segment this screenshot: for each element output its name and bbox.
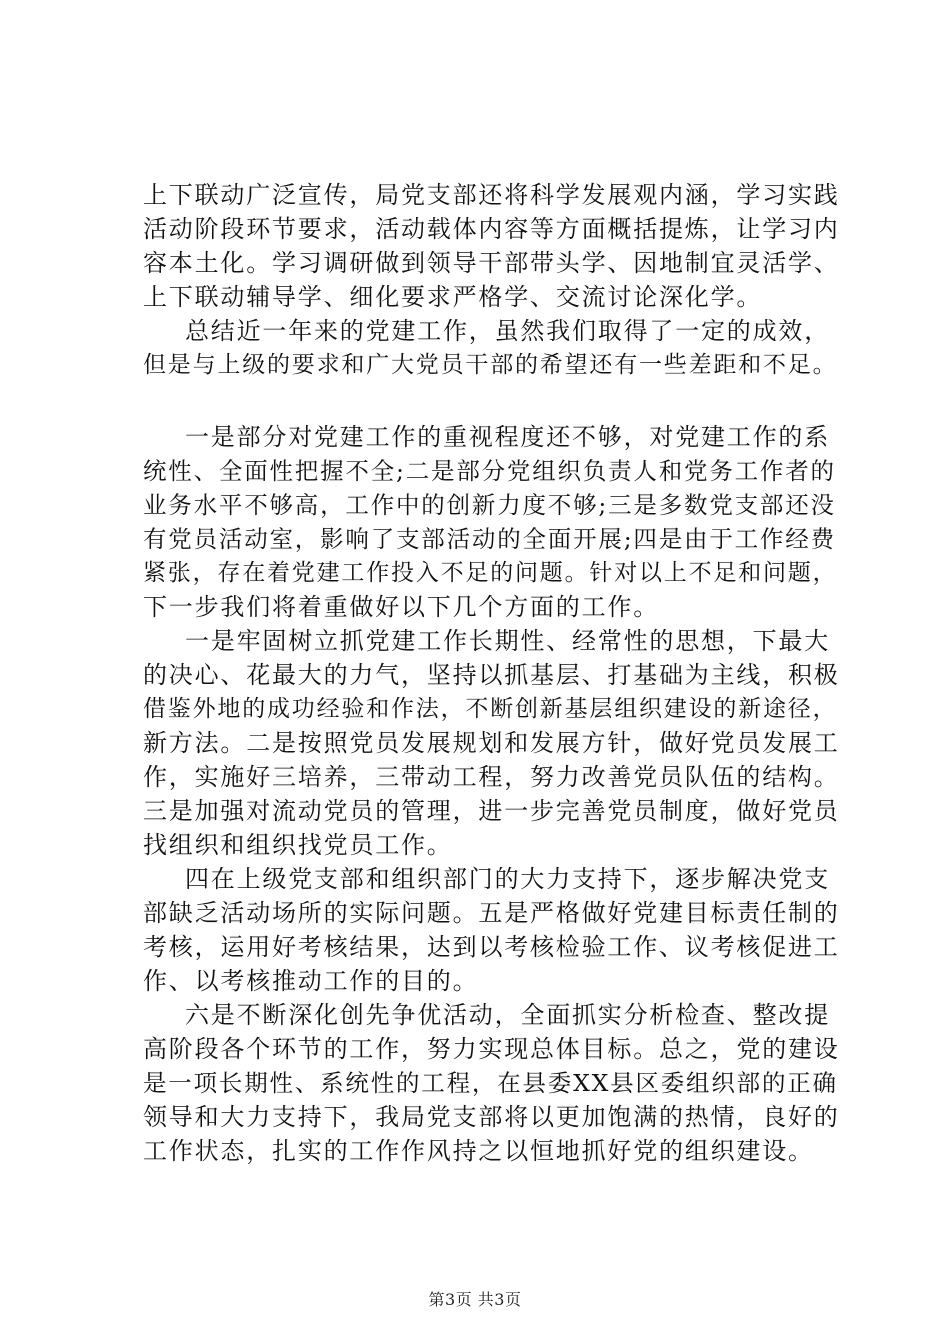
text-line: 活动阶段环节要求，活动载体内容等方面概括提炼，让学习内 xyxy=(143,215,840,243)
text-line: 一是牢固树立抓党建工作长期性、经常性的思想，下最大 xyxy=(185,627,830,655)
text-line: 上下联动辅导学、细化要求严格学、交流讨论深化学。 xyxy=(143,283,763,311)
text-line: 容本土化。学习调研做到领导干部带头学、因地制宜灵活学、 xyxy=(143,249,840,277)
text-line: 有党员活动室，影响了支部活动的全面开展;四是由于工作经费 xyxy=(143,525,836,553)
text-line: 总结近一年来的党建工作，虽然我们取得了一定的成效， xyxy=(185,317,830,345)
text-line: 紧张，存在着党建工作投入不足的问题。针对以上不足和问题， xyxy=(143,560,838,586)
text-line: 找组织和组织找党员工作。 xyxy=(143,831,453,859)
text-line: 统性、全面性把握不全;二是部分党组织负责人和党务工作者的 xyxy=(143,457,836,485)
text-line: 业务水平不够高，工作中的创新力度不够;三是多数党支部还没 xyxy=(143,491,836,519)
text-line: 六是不断深化创先争优活动，全面抓实分析检查、整改提 xyxy=(185,1001,830,1029)
text-line: 部缺乏活动场所的实际问题。五是严格做好党建目标责任制的 xyxy=(143,899,840,927)
text-line: 下一步我们将着重做好以下几个方面的工作。 xyxy=(143,593,659,621)
text-line: 一是部分对党建工作的重视程度还不够，对党建工作的系 xyxy=(185,423,830,451)
text-line: 考核，运用好考核结果，达到以考核检验工作、议考核促进工 xyxy=(143,933,840,961)
text-line: 领导和大力支持下，我局党支部将以更加饱满的热情，良好的 xyxy=(143,1103,840,1131)
text-line: 新方法。二是按照党员发展规划和发展方针，做好党员发展工 xyxy=(143,729,840,757)
text-line: 作，实施好三培养，三带动工程，努力改善党员队伍的结构。 xyxy=(143,763,840,791)
text-line: 是一项长期性、系统性的工程，在县委XX县区委组织部的正确 xyxy=(143,1069,838,1097)
page-number-footer: 第3页 共3页 xyxy=(428,1290,522,1309)
text-line: 借鉴外地的成功经验和作法，不断创新基层组织建设的新途径， xyxy=(143,696,838,722)
text-line: 四在上级党支部和组织部门的大力支持下，逐步解决党支 xyxy=(185,865,830,893)
text-line: 三是加强对流动党员的管理，进一步完善党员制度，做好党员 xyxy=(143,797,840,825)
text-line: 的决心、花最大的力气，坚持以抓基层、打基础为主线，积极 xyxy=(143,661,840,689)
text-line: 上下联动广泛宣传，局党支部还将科学发展观内涵，学习实践 xyxy=(143,181,840,209)
text-line: 高阶段各个环节的工作，努力实现总体目标。总之，党的建设 xyxy=(143,1035,840,1063)
text-line: 工作状态，扎实的工作作风持之以恒地抓好党的组织建设。 xyxy=(143,1137,814,1165)
text-line: 作、以考核推动工作的目的。 xyxy=(143,967,479,995)
text-line: 但是与上级的要求和广大党员干部的希望还有一些差距和不足。 xyxy=(143,352,838,378)
